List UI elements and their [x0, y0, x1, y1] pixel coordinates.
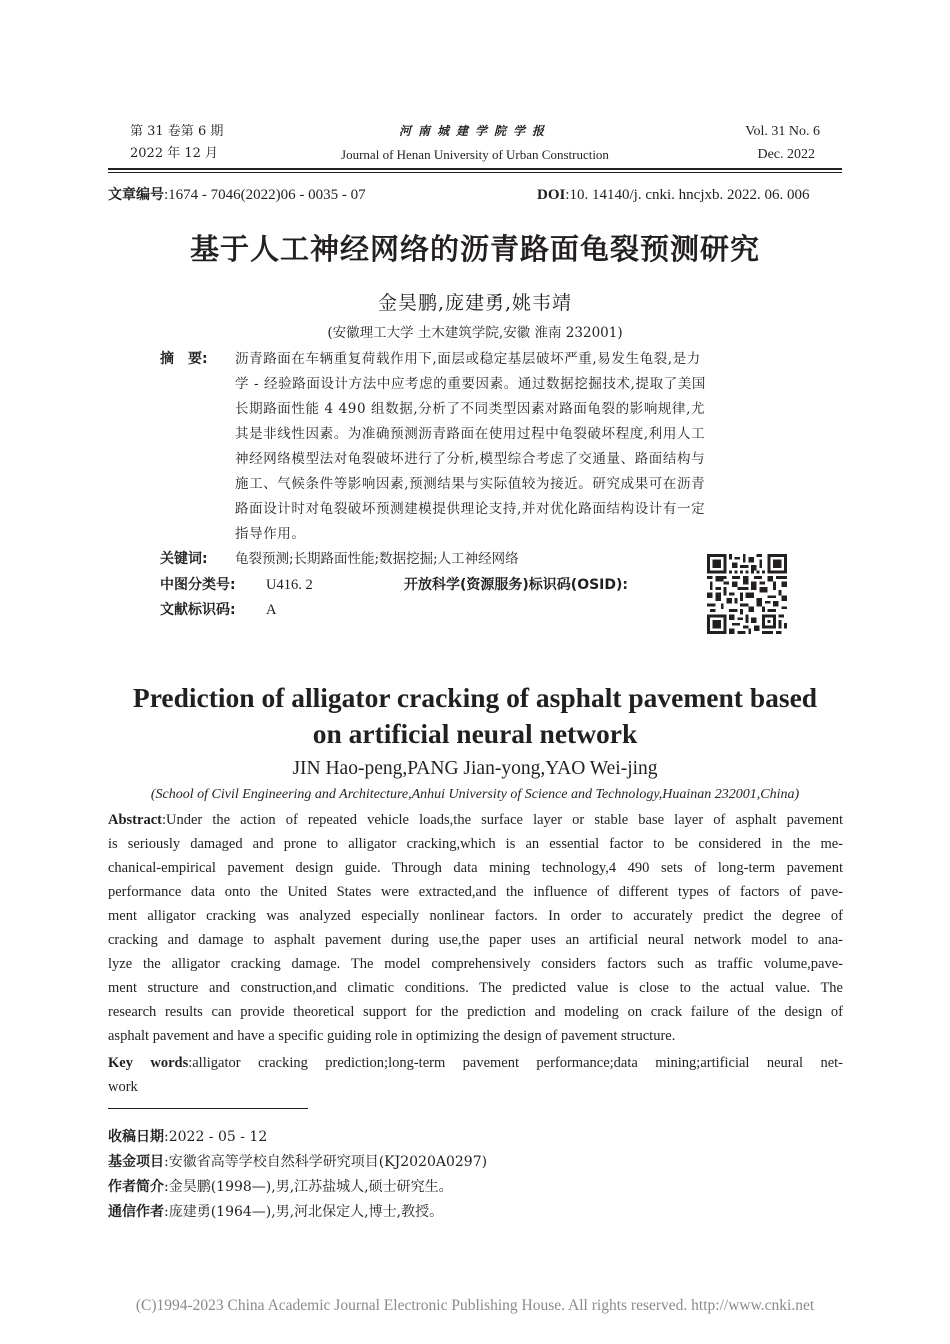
- abstract-cn-line: 学 - 经验路面设计方法中应考虑的重要因素。通过数据挖掘技术,提取了美国: [235, 376, 707, 392]
- footnote-corresponding-value: :庞建勇(1964—),男,河北保定人,博士,教授。: [164, 1204, 444, 1220]
- footnote-corresponding: [108, 1203, 443, 1221]
- clc-label: 中图分类号:: [160, 577, 236, 593]
- header-date-cn: 2022 年 12 月: [130, 146, 219, 161]
- abstract-en-line: cracking and damage to asphalt pavement during use,the paper uses an artificial neural network model to ana-: [108, 932, 843, 948]
- abstract-en-line: asphalt pavement and have a specific guiding role in optimizing the design of pavement structure.: [108, 1028, 676, 1044]
- abstract-en-line: ment alligator cracking was analyzed especially nonlinear factors. In order to accurately predict the degree of: [108, 908, 843, 924]
- copyright-notice: (C)1994-2023 China Academic Journal Electronic Publishing House. All rights reserved. http://www.cnki.net: [135, 1297, 815, 1314]
- abstract-cn-line: 长期路面性能 4 490 组数据,分析了不同类型因素对路面龟裂的影响规律,尤: [235, 401, 706, 417]
- footnote-received-label: 收稿日期: [108, 1129, 164, 1145]
- footnote-rule: [108, 1108, 308, 1109]
- abstract-en-line: chanical-empirical pavement design guide. Through data mining technology,4 490 sets of long-term pavement: [108, 860, 843, 876]
- footnote-received-value: :2022 - 05 - 12: [164, 1129, 268, 1145]
- keywords-en-first-line: [108, 1054, 843, 1072]
- clc-value: U416. 2: [266, 577, 313, 593]
- abstract-cn-line: 路面设计时对龟裂破坏预测建模提供理论支持,并对优化路面结构设计有一定: [235, 501, 706, 517]
- title-en-line: on artificial neural network: [312, 718, 638, 749]
- footnote-corresponding-label: 通信作者: [108, 1204, 164, 1220]
- article-number-label: 文章编号: [108, 187, 164, 203]
- article-number-value: :1674 - 7046(2022)06 - 0035 - 07: [164, 187, 366, 203]
- footnote-bio: [108, 1178, 453, 1196]
- header-journal-en: Journal of Henan University of Urban Construction: [341, 147, 609, 162]
- doc-code-value: A: [266, 602, 277, 618]
- abstract-cn-label: 摘 要:: [160, 351, 208, 367]
- footnote-bio-value: :金昊鹏(1998—),男,江苏盐城人,硕士研究生。: [164, 1179, 453, 1195]
- footnote-fund: [108, 1153, 487, 1171]
- keywords-cn-label: 关键词:: [160, 551, 208, 567]
- abstract-en-label: Abstract: [108, 812, 162, 828]
- title-en-line: Prediction of alligator cracking of asphalt pavement based: [132, 682, 818, 713]
- doi: [537, 186, 810, 204]
- header-journal-cn: 河南城建学院学报: [398, 124, 551, 138]
- article-number: [108, 186, 366, 204]
- doc-code-label: 文献标识码:: [160, 602, 236, 618]
- abstract-cn-line: 施工、气候条件等影响因素,预测结果与实际值较为接近。研究成果可在沥青: [235, 476, 706, 492]
- abstract-en-line: lyze the alligator cracking damage. The model comprehensively considers factors such as traffic volume,pave-: [108, 956, 843, 972]
- affiliation-en: (School of Civil Engineering and Architecture,Anhui University of Science and Technology,Huainan 232001,China): [150, 787, 800, 802]
- abstract-cn-line: 神经网络模型法对龟裂破坏进行了分析,模型综合考虑了交通量、路面结构与: [235, 451, 706, 467]
- affiliation-cn: (安徽理工大学 土木建筑学院,安徽 淮南 232001): [327, 325, 623, 341]
- footnote-received: [108, 1128, 267, 1146]
- header-rule-thin: [108, 172, 842, 173]
- abstract-cn-line: 指导作用。: [235, 526, 306, 542]
- doi-label: DOI: [537, 187, 566, 203]
- abstract-en-line: :Under the action of repeated vehicle loads,the surface layer or stable base layer of asphalt pavement: [161, 812, 843, 828]
- header-volume-en: Vol. 31 No. 6: [745, 124, 820, 139]
- authors-en: JIN Hao-peng,PANG Jian-yong,YAO Wei-jing: [292, 758, 658, 779]
- header-volume-cn: 第 31 卷第 6 期: [130, 124, 224, 139]
- keywords-cn-value: 龟裂预测;长期路面性能;数据挖掘;人工神经网络: [235, 551, 519, 567]
- abstract-en-line: is seriously damaged and prone to alligator cracking,which is an essential factor to be considered in the me-: [108, 836, 843, 852]
- keywords-en-line: :alligator cracking prediction;long-term pavement performance;data mining;artificial neural net-: [188, 1055, 843, 1071]
- osid-qr-code-icon[interactable]: [707, 554, 787, 634]
- footnote-fund-label: 基金项目: [108, 1154, 164, 1170]
- title-cn: 基于人工神经网络的沥青路面龟裂预测研究: [189, 232, 760, 266]
- abstract-en-line: ment structure and construction,and climatic conditions. The predicted value is close to the actual value. The: [108, 980, 843, 996]
- abstract-en-line: performance data onto the United States were extracted,and the influence of different types of factors of pave-: [108, 884, 843, 900]
- footnote-fund-value: :安徽省高等学校自然科学研究项目(KJ2020A0297): [164, 1154, 488, 1170]
- abstract-cn-line: 其是非线性因素。为准确预测沥青路面在使用过程中龟裂破坏程度,利用人工: [235, 426, 706, 442]
- doi-value: :10. 14140/j. cnki. hncjxb. 2022. 06. 006: [565, 187, 810, 203]
- keywords-en-label: Key words: [108, 1055, 189, 1071]
- abstract-en-first-line: [108, 811, 843, 829]
- header-rule-thick: [108, 168, 842, 170]
- keywords-en-line: work: [108, 1079, 138, 1095]
- footnote-bio-label: 作者简介: [108, 1179, 164, 1195]
- header-date-en: Dec. 2022: [757, 147, 815, 162]
- abstract-cn-line: 沥青路面在车辆重复荷载作用下,面层或稳定基层破坏严重,易发生龟裂,是力: [235, 351, 701, 367]
- osid-label: 开放科学(资源服务)标识码(OSID):: [404, 577, 629, 593]
- authors-cn: 金昊鹏,庞建勇,姚韦靖: [377, 292, 573, 314]
- abstract-en-line: research results can provide theoretical support for the prediction and modeling on crack failure of the design of: [108, 1004, 843, 1020]
